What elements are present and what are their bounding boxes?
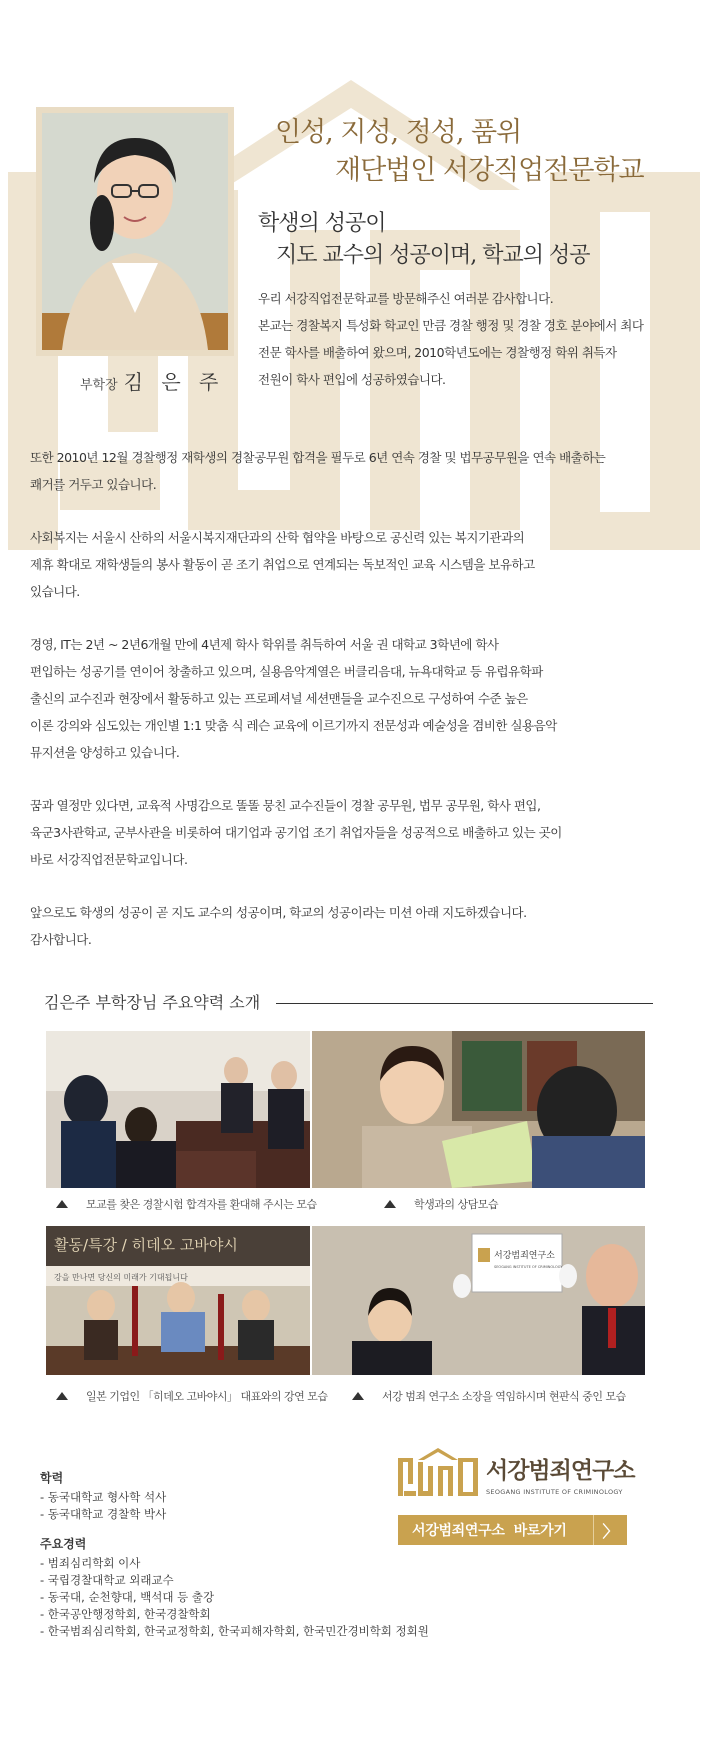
caption-photo-3: 일본 기업인 「히데오 고바야시」 대표와의 강연 모습 [56,1388,328,1404]
body-paragraph: 사회복지는 서울시 산하의 서울시복지재단과의 산학 협약을 바탕으로 공신력 있는 복지기관과의 제휴 확대로 재학생들의 봉사 활동이 곧 조기 취업으로 연계되는 독보적인 교육 시스템을 보유하고 있습니다. [30,530,535,599]
portrait-title: 부학장 [80,378,118,393]
caption-photo-2: 학생과의 상담모습 [384,1196,498,1212]
triangle-up-icon [56,1200,68,1208]
photo-police-alumni [46,1031,310,1188]
bio-career-heading: 주요경력 [40,1537,87,1551]
portrait-name: 김 은 주 [123,370,225,394]
body-paragraph: 앞으로도 학생의 성공이 곧 지도 교수의 성공이며, 학교의 성공이라는 미션 아래 지도하겠습니다. 감사합니다. [30,905,527,947]
institute-name: 서강범죄연구소 [486,1458,635,1484]
bio-item: - 국립경찰대학교 외래교수 [40,1573,174,1587]
bio-item: - 범죄심리학회 이사 [40,1556,141,1570]
lecture-sub-banner: 강을 만나면 당신의 미래가 기대됩니다 [54,1273,188,1282]
bio-item: - 한국공안행정학회, 한국경찰학회 [40,1607,211,1621]
body-text [30,444,670,979]
body-paragraph: 꿈과 열정만 있다면, 교육적 사명감으로 똘똘 뭉친 교수진들이 경찰 공무원, 법무 공무원, 학사 편입, 육군3사관학교, 군부사관을 비롯하여 대기업과 공기업 조기 취업자들을 성공적으로 배출하고 있는 곳이 바로 서강직업전문학교입니다. [30,798,562,867]
photo-student-counseling [312,1031,645,1188]
photo-institute-opening [312,1226,645,1375]
portrait-frame [36,107,234,356]
section-title: 김은주 부학장님 주요약력 소개 [44,993,261,1012]
chevron-right-icon: 〉 [593,1515,627,1545]
plaque-name-en: SEOGANG INSTITUTE OF CRIMINOLOGY [494,1265,563,1269]
bio-item: - 한국범죄심리학회, 한국교정학회, 한국피해자학회, 한국민간경비학회 정회원 [40,1624,429,1638]
portrait-photo [42,113,228,350]
institute-logo-text [486,1452,635,1496]
slogan-line1: 인성, 지성, 정성, 품위 [275,117,522,148]
subhead-line2: 지도 교수의 성공이며, 학교의 성공 [276,243,590,268]
section-divider [276,1003,653,1004]
institute-link-button[interactable] [398,1515,627,1545]
bio-item: - 동국대학교 형사학 석사 [40,1490,167,1504]
bio-education-heading: 학력 [40,1471,64,1485]
triangle-up-icon [56,1392,68,1400]
bio-item: - 동국대, 순천향대, 백석대 등 출강 [40,1590,215,1604]
body-paragraph: 또한 2010년 12월 경찰행정 재학생의 경찰공무원 합격을 필두로 6년 연속 경찰 및 법무공무원을 연속 배출하는 쾌거를 거두고 있습니다. [30,450,606,492]
institute-link-label: 서강범죄연구소 바로가기 [412,1523,567,1539]
lecture-banner: 활동/특강 / 히데오 고바야시 [54,1236,238,1254]
triangle-up-icon [384,1200,396,1208]
portrait-caption [80,366,224,395]
caption-photo-1: 모교를 찾은 경찰시험 합격자를 환대해 주시는 모습 [56,1196,317,1212]
body-paragraph: 경영, IT는 2년 ~ 2년6개월 만에 4년제 학사 학위를 취득하여 서울 권 대학교 3학년에 학사 편입하는 성공기를 연이어 창출하고 있으며, 실용음악계열은 버클리음대, 뉴욕대학교 등 유럽유학파 출신의 교수진과 현장에서 활동하고 있는 프로페셔널 세션맨들을 교수진으로 구성하여 수준 높은 이론 강의와 심도있는 개인별 1:1 맞춤 식 레슨 교육에 이르기까지 전문성과 예술성을 겸비한 실용음악 뮤지션을 양성하고 있습니다. [30,637,557,760]
bio-career [40,1536,429,1640]
triangle-up-icon [352,1392,364,1400]
photo-lecture-kobayashi [46,1226,310,1375]
bio-education [40,1470,429,1523]
intro-paragraph: 우리 서강직업전문학교를 방문해주신 여러분 감사합니다. 본교는 경찰복지 특성화 학교인 만큼 경찰 행정 및 경찰 경호 분야에서 최다 전문 학사를 배출하여 왔으며, 2010학년도에는 경찰행정 학위 취득자 전원이 학사 편입에 성공하였습니다. [258,291,644,387]
bio-item: - 동국대학교 경찰학 박사 [40,1507,167,1521]
subhead-line1: 학생의 성공이 [258,211,386,236]
institute-logo-icon [398,1448,478,1496]
bio-section [40,1470,429,1653]
plaque-name: 서강범죄연구소 [494,1251,555,1261]
institute-name-en: SEOGANG INSTITUTE OF CRIMINOLOGY [486,1488,623,1496]
caption-photo-4: 서강 범죄 연구소 소장을 역임하시며 현판식 중인 모습 [352,1388,626,1404]
slogan-line2: 재단법인 서강직업전문학교 [335,155,644,186]
